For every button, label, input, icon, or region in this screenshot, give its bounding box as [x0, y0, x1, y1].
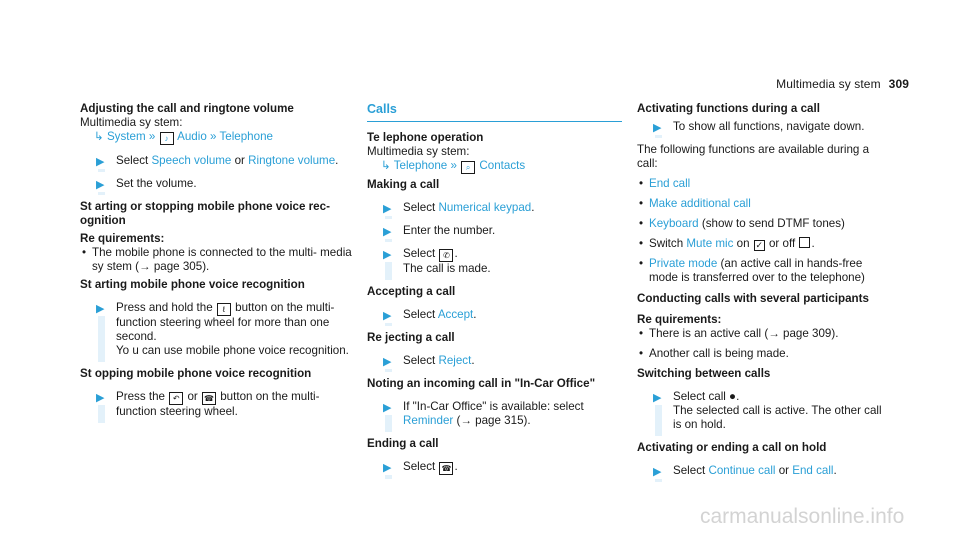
step: [637, 390, 892, 432]
list-item: [637, 177, 892, 191]
step: [367, 224, 622, 238]
step: [637, 464, 892, 478]
keyboard-link[interactable]: Keyboard: [649, 217, 699, 230]
page-number: 309: [888, 77, 909, 91]
bullet-icon: •: [639, 237, 644, 250]
numerical-keypad-link[interactable]: Numerical keypad: [438, 201, 532, 214]
step-text: or: [775, 464, 793, 477]
list-text: Switch: [649, 237, 687, 250]
audio-icon: ♪: [160, 132, 174, 145]
step-text: .: [473, 308, 477, 321]
list-text: (show to send DTMF tones): [698, 217, 845, 230]
subheading-participants: Conducting calls with several participants: [637, 292, 869, 305]
requirements-label: Re quirements:: [80, 232, 165, 245]
page-header: [776, 77, 909, 91]
checkbox-empty-icon: [799, 237, 810, 248]
step-text: Enter the number.: [403, 224, 496, 237]
step-arrow-icon: ▶: [653, 122, 662, 134]
step-text: The call is made.: [403, 262, 491, 275]
bullet-icon: •: [639, 177, 644, 190]
step-text: Yo u can use mobile phone voice recognition.: [116, 344, 349, 357]
ringtone-volume-link[interactable]: Ringtone volume: [248, 154, 336, 167]
step-text: button on the multi‐ function steering wheel for more than one second.: [116, 301, 335, 343]
step-text: The selected call is active. The other call is on hold.: [673, 404, 882, 431]
step-text: .: [335, 154, 339, 167]
section-heading-volume: Adjusting the call and ringtone volume: [80, 102, 294, 115]
menu-label: Multimedia sy stem:: [367, 145, 470, 158]
step-arrow-icon: ▶: [383, 203, 392, 215]
chevron-icon: »: [450, 159, 461, 172]
step-arrow-icon: ▶: [383, 356, 392, 368]
subheading-accepting-call: Accepting a call: [367, 285, 456, 298]
search-icon: ⌕: [461, 161, 475, 174]
menu-label: Multimedia sy stem:: [80, 116, 183, 129]
back-icon: ↶: [169, 392, 183, 405]
reject-link[interactable]: Reject: [438, 354, 472, 367]
step-text: Set the volume.: [116, 177, 197, 190]
step-text: or: [187, 390, 198, 403]
column-left: [80, 102, 355, 428]
bullet-icon: •: [639, 257, 644, 270]
bullet-icon: •: [639, 327, 644, 340]
path-telephone[interactable]: Telephone: [219, 130, 273, 143]
path-contacts[interactable]: Contacts: [479, 159, 526, 172]
step-arrow-icon: ▶: [383, 249, 392, 261]
bullet-icon: •: [639, 197, 644, 210]
path-arrow-icon: ↳: [94, 130, 104, 143]
column-right: [637, 102, 892, 487]
step-text: (→ page 315).: [453, 414, 531, 427]
step-text: Select: [403, 460, 436, 473]
list-text: The mobile phone is connected to the multi‐ media sy stem (→ page 305).: [92, 246, 352, 273]
subheading-start-voice: St arting mobile phone voice recognition: [80, 278, 305, 291]
step: ▶ Select ✆ . The call is made.: [367, 247, 622, 276]
list-item: [637, 327, 892, 341]
list-text: There is an active call (→ page 309).: [649, 327, 839, 340]
chevron-icon: »: [210, 130, 220, 143]
private-mode-link[interactable]: Private mode: [649, 257, 718, 270]
requirements-label: Re quirements:: [637, 313, 722, 326]
intro-text: The following functions are available during a call:: [637, 143, 870, 170]
section-title-calls: Calls: [367, 102, 622, 122]
step-arrow-icon: ▶: [383, 402, 392, 414]
section-heading-voice: St arting or stopping mobile phone voice rec‐ ognition: [80, 200, 330, 227]
list-item: [637, 217, 892, 231]
list-item: • Switch Mute mic on ✓ or off .: [639, 237, 815, 250]
step-text: Select call ●.: [673, 390, 740, 403]
step-text: Select: [116, 154, 152, 167]
subheading-stop-voice: St opping mobile phone voice recognition: [80, 367, 312, 380]
subheading-telephone-operation: Te lephone operation: [367, 131, 484, 144]
step-text: Select: [403, 308, 438, 321]
step-text: To show all functions, navigate down.: [673, 120, 865, 133]
subheading-rejecting-call: Re jecting a call: [367, 331, 455, 344]
step-text: Select: [403, 354, 439, 367]
menu-path: [80, 130, 355, 145]
list-item: [637, 257, 892, 285]
step-text: .: [833, 464, 837, 477]
step-text: .: [531, 201, 535, 214]
step-text: Press the: [116, 390, 165, 403]
subheading-ending-call: Ending a call: [367, 437, 439, 450]
list-item: [637, 347, 892, 361]
step-arrow-icon: ▶: [653, 466, 662, 478]
list-text: or off: [765, 237, 796, 250]
step-text: button on the multi‐ function steering wheel.: [116, 390, 320, 418]
path-telephone[interactable]: Telephone: [393, 159, 448, 172]
step: [80, 177, 355, 191]
checkbox-checked-icon: ✓: [755, 240, 764, 250]
voice-control-icon: ℓ: [217, 303, 231, 316]
step-text: If "In-Car Office" is available: select: [403, 400, 584, 413]
menu-path: [367, 159, 622, 174]
step-text: Select: [403, 201, 439, 214]
end-call-link[interactable]: End call: [792, 464, 834, 477]
step-arrow-icon: ▶: [96, 156, 105, 168]
step-arrow-icon: ▶: [383, 310, 392, 322]
step: [367, 400, 622, 428]
continue-call-link[interactable]: Continue call: [708, 464, 776, 477]
column-middle: [367, 102, 622, 484]
bullet-icon: •: [639, 217, 644, 230]
step: [367, 354, 622, 368]
call-icon[interactable]: ✆: [439, 249, 453, 262]
path-audio[interactable]: Audio: [177, 130, 207, 143]
accept-link[interactable]: Accept: [437, 308, 474, 321]
bullet-icon: •: [82, 246, 87, 259]
subheading-making-call: Making a call: [367, 178, 440, 191]
step-arrow-icon: ▶: [96, 303, 105, 315]
step-arrow-icon: ▶: [96, 392, 105, 404]
subheading-switching: Switching between calls: [637, 367, 771, 380]
step: [80, 301, 355, 358]
step: [80, 154, 355, 168]
path-system[interactable]: System: [106, 130, 146, 143]
speech-volume-link[interactable]: Speech volume: [151, 154, 232, 167]
reminder-link[interactable]: Reminder: [403, 414, 454, 427]
step-arrow-icon: ▶: [653, 392, 662, 404]
step-text: Select: [403, 247, 436, 260]
chevron-icon: »: [148, 130, 159, 143]
step: ▶ Select ☎ .: [367, 460, 622, 475]
end-call-link[interactable]: End call: [649, 177, 691, 190]
step-text: Select: [673, 464, 709, 477]
list-text: (an active call in hands-free mode is transferred over to the telephone): [649, 257, 865, 284]
make-additional-call-link[interactable]: Make additional call: [649, 197, 751, 210]
list-text: on: [733, 237, 750, 250]
step-text: .: [471, 354, 475, 367]
mute-mic-link[interactable]: Mute mic: [686, 237, 734, 250]
step: [367, 201, 622, 215]
step-arrow-icon: ▶: [96, 179, 105, 191]
step-arrow-icon: ▶: [383, 226, 392, 238]
list-item: [80, 246, 355, 274]
step-arrow-icon: ▶: [383, 462, 392, 474]
list-item: [637, 197, 892, 211]
step: [637, 120, 892, 134]
bullet-icon: •: [639, 347, 644, 360]
hang-up-icon: ☎: [202, 392, 216, 405]
step-text: or: [231, 154, 249, 167]
section-heading-functions: Activating functions during a call: [637, 102, 820, 115]
list-text: Another call is being made.: [649, 347, 789, 360]
watermark: carmanualsonline.info: [700, 505, 905, 528]
subheading-hold: Activating or ending a call on hold: [637, 441, 827, 454]
step: [80, 390, 355, 419]
section-title: Multimedia sy stem: [776, 77, 881, 91]
subheading-noting-call: Noting an incoming call in "In-Car Office": [367, 377, 596, 390]
path-arrow-icon: ↳: [381, 159, 391, 172]
step-text: Press and hold the: [116, 301, 213, 314]
step: [367, 308, 622, 322]
hang-up-icon[interactable]: ☎: [439, 462, 453, 475]
